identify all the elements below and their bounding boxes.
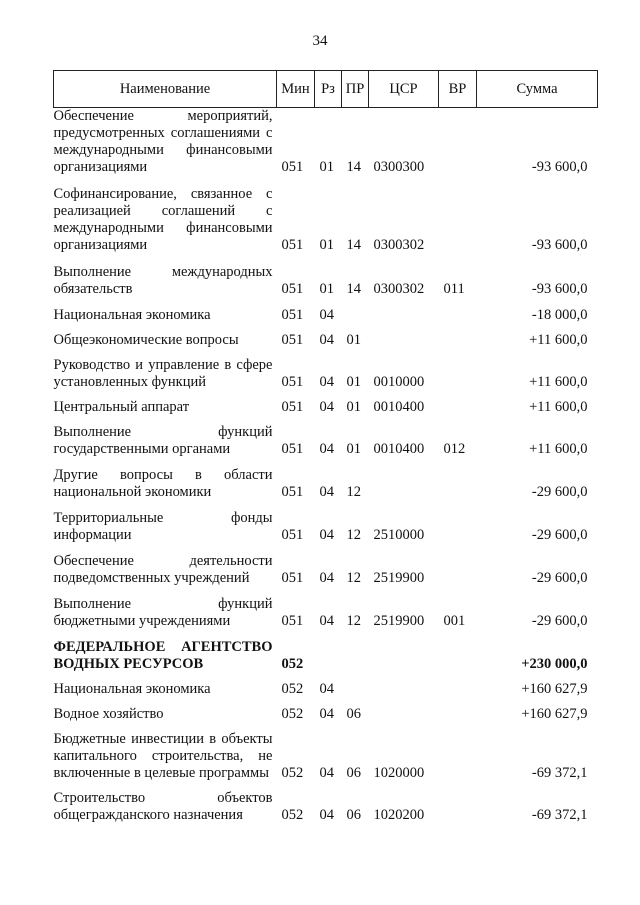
cell-vr [439, 698, 477, 723]
cell-vr [439, 782, 477, 824]
cell-rz: 04 [319, 307, 334, 323]
cell-rz [315, 630, 342, 673]
cell-vr [439, 673, 477, 698]
cell-csr: 0300302 [373, 281, 425, 297]
cell-pr: 12 [346, 484, 361, 500]
cell-rz: 04 [319, 332, 334, 348]
cell-min: 051 [281, 527, 304, 543]
table-row [54, 501, 598, 544]
cell-rz: 04 [319, 374, 334, 390]
table-row [54, 391, 598, 416]
cell-sum: -29 600,0 [531, 527, 588, 543]
cell-name: Обеспечение мероприятий, предусмотренных соглашениями с международными финансовыми организациями [53, 108, 273, 175]
cell-vr: 011 [443, 281, 465, 297]
header-sum: Сумма [477, 71, 598, 108]
cell-min: 051 [281, 374, 304, 390]
cell-rz: 04 [319, 613, 334, 629]
page-number: 34 [312, 33, 328, 49]
cell-csr: 2519900 [373, 570, 425, 586]
cell-sum: +160 627,9 [521, 681, 588, 697]
cell-sum: -93 600,0 [531, 237, 588, 253]
cell-pr [342, 630, 369, 673]
cell-min: 051 [281, 237, 304, 253]
cell-name: Выполнение международных обязательств [53, 264, 273, 297]
table-row [54, 587, 598, 630]
cell-vr [439, 544, 477, 587]
cell-min: 051 [281, 570, 304, 586]
cell-csr: 1020200 [373, 807, 425, 823]
cell-vr [439, 349, 477, 391]
cell-pr: 06 [346, 765, 361, 781]
cell-rz: 04 [319, 399, 334, 415]
cell-name: Софинансирование, связанное с реализацией соглашений с международными финансовыми организациями [53, 186, 273, 253]
cell-csr: 0300300 [373, 159, 425, 175]
cell-pr: 12 [346, 570, 361, 586]
cell-sum: -93 600,0 [531, 281, 588, 297]
table-row [54, 458, 598, 501]
cell-csr [369, 458, 439, 501]
cell-min: 052 [281, 807, 304, 823]
cell-rz: 04 [319, 570, 334, 586]
table-row [54, 324, 598, 349]
cell-csr: 0010000 [373, 374, 425, 390]
table-row [54, 416, 598, 458]
cell-rz: 01 [319, 159, 334, 175]
cell-name: Национальная экономика [53, 307, 211, 323]
table-row [54, 782, 598, 824]
header-vr: ВР [439, 71, 477, 108]
cell-name: Обеспечение деятельности подведомственных учреждений [53, 553, 273, 586]
cell-sum: +11 600,0 [529, 374, 588, 390]
cell-csr: 0300302 [373, 237, 425, 253]
cell-pr: 12 [346, 527, 361, 543]
cell-csr [369, 673, 439, 698]
cell-min: 051 [281, 307, 304, 323]
cell-vr [439, 391, 477, 416]
cell-csr: 2519900 [373, 613, 425, 629]
header-pr: ПР [342, 71, 369, 108]
cell-name: Другие вопросы в области национальной экономики [53, 467, 273, 500]
cell-name: Руководство и управление в сфере установленных функций [53, 357, 273, 390]
cell-vr [439, 501, 477, 544]
cell-name: Бюджетные инвестиции в объекты капитального строительства, не включенные в целевые программы [53, 731, 273, 781]
table-row [54, 176, 598, 254]
table-row [54, 673, 598, 698]
header-csr: ЦСР [369, 71, 439, 108]
cell-name: Строительство объектов общегражданского назначения [53, 790, 273, 823]
cell-rz: 04 [319, 441, 334, 457]
cell-sum: -93 600,0 [531, 159, 588, 175]
cell-name: ФЕДЕРАЛЬНОЕ АГЕНТСТВО ВОДНЫХ РЕСУРСОВ [53, 639, 273, 672]
cell-min: 051 [281, 484, 304, 500]
cell-sum: +11 600,0 [529, 332, 588, 348]
table-row [54, 254, 598, 298]
cell-pr: 01 [346, 374, 361, 390]
cell-csr: 0010400 [373, 441, 425, 457]
cell-pr: 14 [346, 237, 361, 253]
table-row [54, 723, 598, 782]
cell-csr [369, 698, 439, 723]
cell-min: 051 [281, 281, 304, 297]
table-row [54, 630, 598, 673]
cell-pr: 14 [346, 281, 361, 297]
cell-pr: 12 [346, 613, 361, 629]
cell-sum: -69 372,1 [531, 807, 588, 823]
cell-pr [342, 298, 369, 324]
cell-vr: 012 [443, 441, 466, 457]
cell-pr: 06 [346, 807, 361, 823]
cell-min: 052 [281, 656, 304, 672]
cell-sum: +11 600,0 [529, 441, 588, 457]
budget-table [53, 70, 598, 824]
cell-rz: 04 [319, 681, 334, 697]
table-body [54, 108, 598, 825]
cell-csr [369, 298, 439, 324]
cell-pr: 01 [346, 332, 361, 348]
table-row [54, 108, 598, 177]
cell-name: Водное хозяйство [53, 706, 164, 722]
cell-name: Выполнение функций государственными органами [53, 424, 273, 457]
cell-sum: +160 627,9 [521, 706, 588, 722]
cell-sum: -29 600,0 [531, 484, 588, 500]
cell-rz: 04 [319, 807, 334, 823]
cell-vr [439, 298, 477, 324]
cell-pr: 01 [346, 399, 361, 415]
table-row [54, 544, 598, 587]
header-min: Мин [277, 71, 315, 108]
cell-vr [439, 324, 477, 349]
cell-min: 052 [281, 706, 304, 722]
cell-vr [439, 458, 477, 501]
cell-min: 051 [281, 613, 304, 629]
cell-pr: 14 [346, 159, 361, 175]
cell-pr [342, 673, 369, 698]
cell-sum: -69 372,1 [531, 765, 588, 781]
cell-rz: 04 [319, 484, 334, 500]
cell-csr [369, 324, 439, 349]
cell-pr: 01 [346, 441, 361, 457]
cell-sum: +11 600,0 [529, 399, 588, 415]
cell-vr: 001 [443, 613, 466, 629]
cell-min: 051 [281, 332, 304, 348]
cell-vr [439, 108, 477, 177]
cell-name: Выполнение функций бюджетными учреждениями [53, 596, 273, 629]
cell-csr: 1020000 [373, 765, 425, 781]
cell-sum: -18 000,0 [531, 307, 588, 323]
cell-rz: 04 [319, 527, 334, 543]
cell-min: 051 [281, 399, 304, 415]
cell-name: Территориальные фонды информации [53, 510, 273, 543]
cell-sum: +230 000,0 [521, 656, 588, 672]
cell-rz: 04 [319, 765, 334, 781]
cell-vr [439, 630, 477, 673]
cell-name: Национальная экономика [53, 681, 211, 697]
cell-csr: 2510000 [373, 527, 425, 543]
header-rz: Рз [315, 71, 342, 108]
table-header-row [54, 71, 598, 108]
cell-min: 052 [281, 681, 304, 697]
cell-vr [439, 176, 477, 254]
cell-name: Центральный аппарат [53, 399, 190, 415]
cell-vr [439, 723, 477, 782]
table-row [54, 349, 598, 391]
cell-pr: 06 [346, 706, 361, 722]
table-row [54, 298, 598, 324]
cell-min: 051 [281, 441, 304, 457]
cell-csr: 0010400 [373, 399, 425, 415]
cell-name: Общеэкономические вопросы [53, 332, 239, 348]
cell-rz: 01 [319, 281, 334, 297]
cell-sum: -29 600,0 [531, 570, 588, 586]
cell-min: 052 [281, 765, 304, 781]
table-row [54, 698, 598, 723]
header-name: Наименование [54, 71, 277, 108]
cell-min: 051 [281, 159, 304, 175]
cell-csr [369, 630, 439, 673]
cell-rz: 01 [319, 237, 334, 253]
cell-rz: 04 [319, 706, 334, 722]
cell-sum: -29 600,0 [531, 613, 588, 629]
